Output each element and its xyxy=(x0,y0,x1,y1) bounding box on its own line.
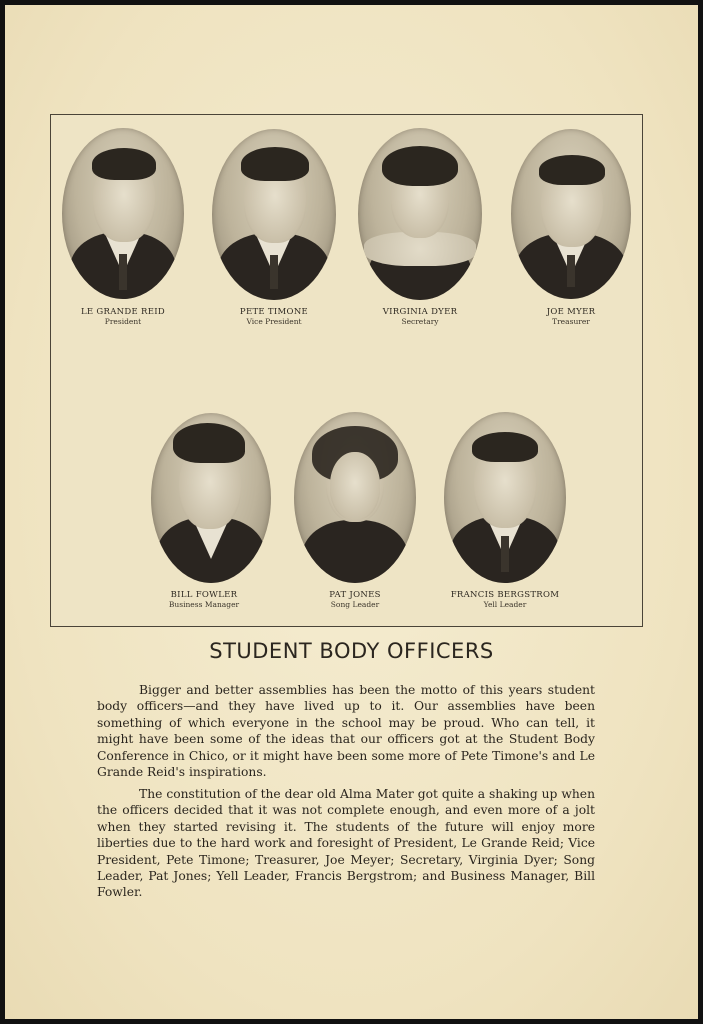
portrait-pete-timone xyxy=(212,129,336,300)
officer-name: VIRGINIA DYER xyxy=(382,307,458,317)
officer-role: Treasurer xyxy=(552,317,590,326)
portrait-bill-fowler xyxy=(151,413,271,583)
officer-role: Secretary xyxy=(401,317,439,326)
officer-role: President xyxy=(104,317,142,326)
officer-photo-panel xyxy=(50,114,643,627)
officer-role: Yell Leader xyxy=(483,600,527,609)
officer-name: LE GRANDE REID xyxy=(80,307,166,317)
officer-name: JOE MYER xyxy=(546,307,596,317)
officer-role: Business Manager xyxy=(168,600,240,609)
officer-name: PAT JONES xyxy=(329,590,381,600)
yearbook-page xyxy=(5,5,698,1019)
portrait-joe-myer xyxy=(511,129,631,299)
portrait-francis-bergstrom xyxy=(444,412,566,583)
portrait-virginia-dyer xyxy=(358,128,482,300)
portrait-pat-jones xyxy=(294,412,416,583)
officer-name: FRANCIS BERGSTROM xyxy=(450,590,560,600)
officer-name: BILL FOWLER xyxy=(170,590,238,600)
body-paragraph: The constitution of the dear old Alma Mater got quite a shaking up when the officers decided that it was not complete enough, and even more of a jolt when they started revising it. The students of the future will enjoy more liberties due to the hard work and foresight of President, Le Grande Reid; Vice President, Pete Timone; Treasurer, Joe Meyer; Secretary, Virginia Dyer; Song Leader, Pat Jones; Yell Leader, Francis Bergstrom; and Business Manager, Bill Fowler. xyxy=(97,787,595,900)
portrait-le-grande-reid xyxy=(62,128,184,299)
officer-name: PETE TIMONE xyxy=(239,307,309,317)
body-paragraph: Bigger and better assemblies has been the motto of this years student body officers—and they have lived up to it. Our assemblies have been something of which everyone in the school may be proud. Who can tell, it might have been some of the ideas that our officers got at the Student Body Conference in Chico, or it might have been some more of Pete Timone's and Le Grande Reid's inspirations. xyxy=(97,683,595,780)
officer-role: Song Leader xyxy=(330,600,380,609)
page-heading: STUDENT BODY OFFICERS xyxy=(209,639,494,663)
officer-role: Vice President xyxy=(246,317,302,326)
